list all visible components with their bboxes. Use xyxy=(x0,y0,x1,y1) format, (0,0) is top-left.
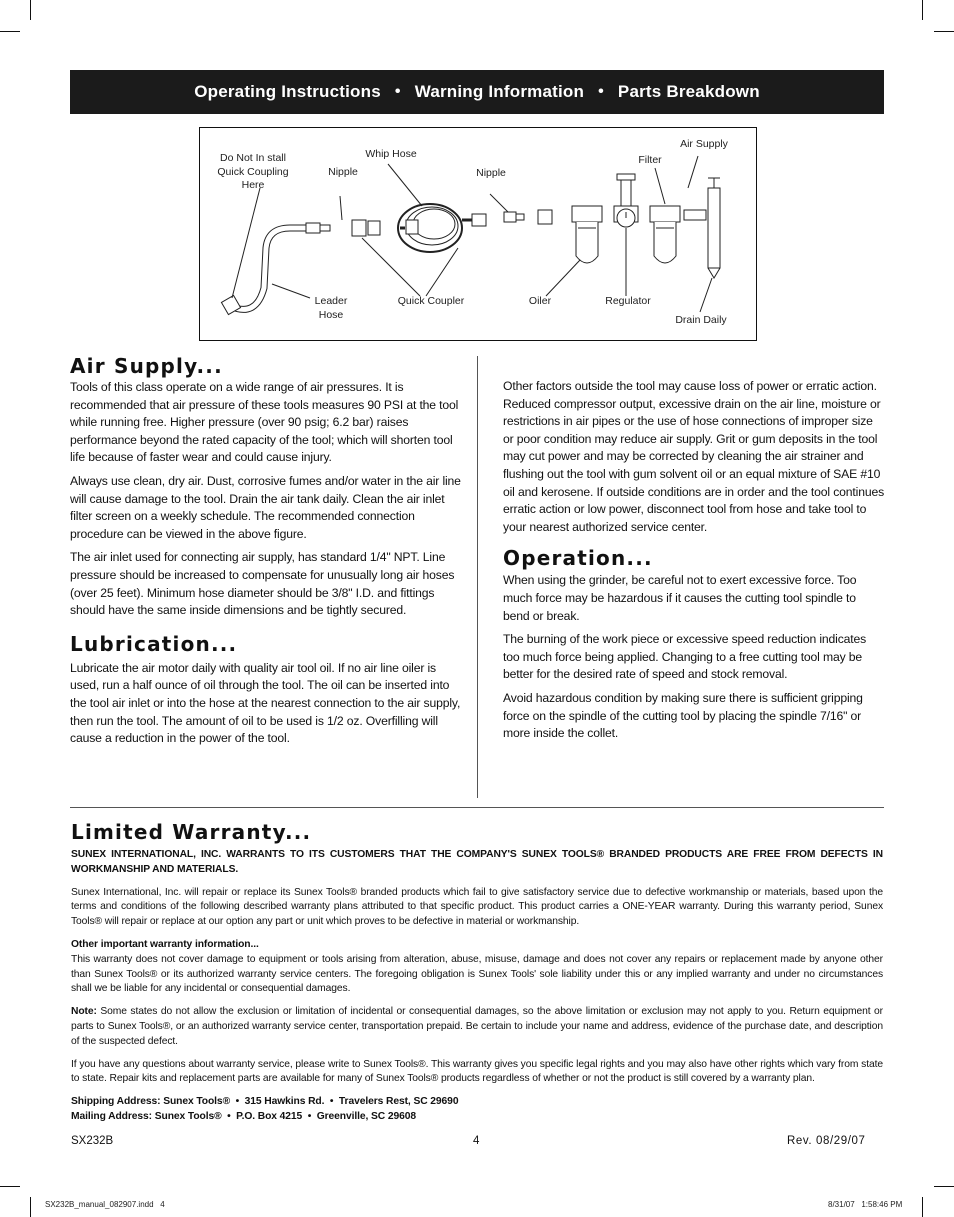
shipping-address: Shipping Address: Sunex Tools® • 315 Hawkins Rd. • Travelers Rest, SC 29690 xyxy=(71,1096,459,1108)
crop-mark xyxy=(922,0,923,20)
note-text: Some states do not allow the exclusion or limitation of incidental or consequential damages, so the above limitation or exclusion may not apply to you. Return equipment or parts to Sunex Tools®, or an authorized warranty service center, transportation prepaid. Be certain to include your name and address, evidence of the purchase date, and description of the suspected defect. xyxy=(71,1006,883,1047)
label-regulator: Regulator xyxy=(605,295,651,307)
crop-mark xyxy=(30,1197,31,1217)
left-column xyxy=(70,354,462,754)
air-supply-paragraph: Always use clean, dry air. Dust, corrosive fumes and/or water in the air line will cause damage to the tool. Drain the air tank daily. Clean the air inlet filter screen on a weekly schedule. The recommended connection procedure can be viewed in the above figure. xyxy=(70,473,461,541)
header-item-parts: Parts Breakdown xyxy=(617,82,760,101)
label-drain-daily: Drain Daily xyxy=(675,314,727,326)
operation-paragraph: When using the grinder, be careful not to exert excessive force. Too much force may be hazardous if it causes the cutting tool spindle to bend or break. xyxy=(503,573,857,623)
warranty-paragraph: Sunex International, Inc. will repair or replace its Sunex Tools® branded products which fail to give satisfactory service due to defective workmanship or materials, based upon the terms and conditions of the following described warranty plans attributed to that specific product. This product carries a ONE-YEAR warranty. During this warranty period, Sunex Tools® will repair or replace at our option any part or unit which proves to be defective in material or workmanship. xyxy=(71,886,883,928)
crop-mark xyxy=(30,0,31,20)
operation-paragraph: Avoid hazardous condition by making sure there is sufficient gripping force on the spindle of the cutting tool by placing the spindle 7/16" or more inside the collet. xyxy=(503,690,863,741)
label-nipple-right: Nipple xyxy=(476,167,506,179)
air-supply-paragraph: Tools of this class operate on a wide range of air pressures. It is recommended that air pressure of these tools measures 90 PSI at the tool while running free. Higher pressure (over 90 psig; 6.2 bar) raises performance beyond the rated capacity of the tool; which will shorten tool life because of faster wear and could cause injury. xyxy=(70,380,459,465)
label-filter: Filter xyxy=(638,154,662,166)
operation-paragraph: The burning of the work piece or excessive speed reduction indicates too much force being applied. Changing to a free cutting tool may be better for the desired rate of speed and stock removal. xyxy=(503,632,867,682)
footer-page-number: 4 xyxy=(473,1135,480,1147)
header-separator: • xyxy=(394,83,401,100)
slug-file: SX232B_manual_082907.indd 4 xyxy=(45,1200,165,1209)
warranty-section xyxy=(71,820,883,1125)
warranty-other-heading: Other important warranty information... xyxy=(71,938,259,950)
other-factors-paragraph: Other factors outside the tool may cause loss of power or erratic action. Reduced compressor output, excessive drain on the air line, moisture or restrictions in air pipes or the use of hose connections of improper size or poor condition may reduce air supply. Grit or gum deposits in the tool may cut power and may be corrected by cleaning the air strainer and flushing out the tool with gum solvent oil or an equal mixture of SAE #10 oil and kerosene. If outside conditions are in order and the tool continues erratic action or low power, disconnect tool from hose and take tool to your nearest authorized service center. xyxy=(503,379,885,534)
warranty-paragraph: This warranty does not cover damage to equipment or tools arising from alteration, abuse, misuse, damage and does not cover any repairs or replacement made by anyone other than Sunex Tools® or its authorized warranty service centers. The foregoing obligation is Sunex Tools' sole liability under this or any implied warranty and under no circumstances shall we be liable for any incidental or consequential damages. xyxy=(71,953,883,995)
address-block xyxy=(71,1095,883,1125)
crop-mark xyxy=(934,1186,954,1187)
lubrication-heading: Lubrication... xyxy=(70,631,238,656)
operation-heading: Operation... xyxy=(503,546,653,571)
header-item-warning: Warning Information xyxy=(414,82,585,101)
label-quick-coupler: Quick Coupler xyxy=(397,295,465,307)
crop-mark xyxy=(922,1197,923,1217)
mailing-address: Mailing Address: Sunex Tools® • P.O. Box 4215 • Greenville, SC 29608 xyxy=(71,1110,417,1122)
label-leader-hose: Leader Hose xyxy=(314,295,348,321)
footer-model: SX232B xyxy=(71,1135,114,1147)
label-do-not-install: Do Not In stall Quick Coupling Here xyxy=(217,152,289,191)
warranty-intro: SUNEX INTERNATIONAL, INC. WARRANTS TO ITS CUSTOMERS THAT THE COMPANY'S SUNEX TOOLS® BRANDED PRODUCTS ARE FREE FROM DEFECTS IN WORKMANSHIP AND MATERIALS. xyxy=(71,849,883,875)
footer-revision: Rev. 08/29/07 xyxy=(787,1135,866,1147)
crop-mark xyxy=(0,1186,20,1187)
label-oiler: Oiler xyxy=(528,295,552,307)
crop-mark xyxy=(0,31,20,32)
header-separator: • xyxy=(598,83,604,100)
warranty-note xyxy=(71,1005,883,1049)
right-column xyxy=(503,378,885,749)
warranty-other-block xyxy=(71,938,883,997)
warranty-heading: Limited Warranty... xyxy=(71,820,312,844)
label-whip-hose: Whip Hose xyxy=(365,148,417,160)
air-supply-heading: Air Supply... xyxy=(70,354,223,378)
label-nipple-left: Nipple xyxy=(328,166,358,178)
lubrication-paragraph: Lubricate the air motor daily with quality air tool oil. If no air line oiler is used, run a half ounce of oil through the tool. The oil can be inserted into the tool air inlet or into the hose at the nearest connection to the air supply, then run the tool. The amount of oil to be used is 1/2 oz. Overfilling will cause a reduction in the power of the tool. xyxy=(70,660,461,746)
warranty-paragraph: If you have any questions about warranty service, please write to Sunex Tools®. This warranty gives you specific legal rights and you may also have other rights which vary from state to state. Repair kits and replacement parts are available for many of Sunex Tools® products regardless of whether or not the product is still covered by a warranty plan. xyxy=(71,1058,883,1085)
section-rule xyxy=(70,807,884,808)
air-supply-diagram xyxy=(199,127,757,341)
header-bar xyxy=(70,70,884,114)
crop-mark xyxy=(934,31,954,32)
note-label: Note: xyxy=(71,1006,97,1018)
label-air-supply: Air Supply xyxy=(680,138,728,150)
air-supply-paragraph: The air inlet used for connecting air supply, has standard 1/4" NPT. Line pressure should be increased to compensate for unusually long air hoses (over 25 feet). Minimum hose diameter should be 3/8" I.D. and fittings should have the same inside dimensions and be tightly secured. xyxy=(70,550,455,618)
slug-timestamp: 8/31/07 1:58:46 PM xyxy=(828,1200,903,1209)
column-divider xyxy=(477,356,478,798)
header-item-operating: Operating Instructions xyxy=(194,82,381,101)
